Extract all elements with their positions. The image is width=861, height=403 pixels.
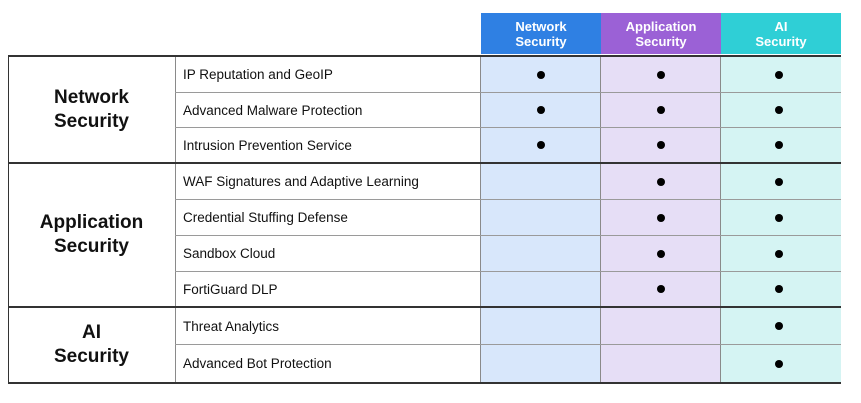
included-dot-icon (775, 250, 783, 258)
table-divider-feature (480, 56, 481, 383)
included-dot-icon (657, 285, 665, 293)
included-dot-icon (657, 106, 665, 114)
included-dot-icon (657, 250, 665, 258)
included-dot-icon (775, 178, 783, 186)
feature-label: Credential Stuffing Defense (183, 210, 348, 225)
feature-label: IP Reputation and GeoIP (183, 67, 333, 82)
table-divider-application (720, 56, 721, 383)
included-dot-icon (657, 71, 665, 79)
feature-label: Intrusion Prevention Service (183, 137, 352, 153)
included-dot-icon (657, 214, 665, 222)
feature-label: WAF Signatures and Adaptive Learning (183, 174, 419, 189)
included-dot-icon (657, 178, 665, 186)
column-header-label: Network Security (515, 18, 567, 49)
table-divider-network (600, 56, 601, 383)
feature-label: Sandbox Cloud (183, 246, 276, 261)
feature-label: FortiGuard DLP (183, 281, 278, 297)
column-header-label: AI Security (755, 18, 807, 49)
included-dot-icon (657, 141, 665, 149)
feature-label: Advanced Malware Protection (183, 102, 363, 118)
included-dot-icon (537, 141, 545, 149)
included-dot-icon (775, 322, 783, 330)
included-dot-icon (775, 141, 783, 149)
group-label-application-security: Application Security (39, 212, 144, 257)
included-dot-icon (537, 71, 545, 79)
included-dot-icon (775, 360, 783, 368)
feature-label: Advanced Bot Protection (183, 356, 332, 371)
included-dot-icon (537, 106, 545, 114)
column-header-network-security (481, 13, 601, 54)
group-label-ai-security: AI Security (54, 322, 129, 367)
included-dot-icon (775, 285, 783, 293)
column-header-ai-security (721, 13, 841, 54)
included-dot-icon (775, 106, 783, 114)
column-header-label: Application Security (625, 18, 697, 49)
column-header-application-security (601, 13, 721, 54)
feature-label: Threat Analytics (183, 318, 280, 334)
table-border-bottom (8, 382, 841, 384)
group-label-network-security: Network Security (54, 86, 129, 132)
included-dot-icon (775, 71, 783, 79)
included-dot-icon (775, 214, 783, 222)
table-divider-group (175, 56, 176, 383)
